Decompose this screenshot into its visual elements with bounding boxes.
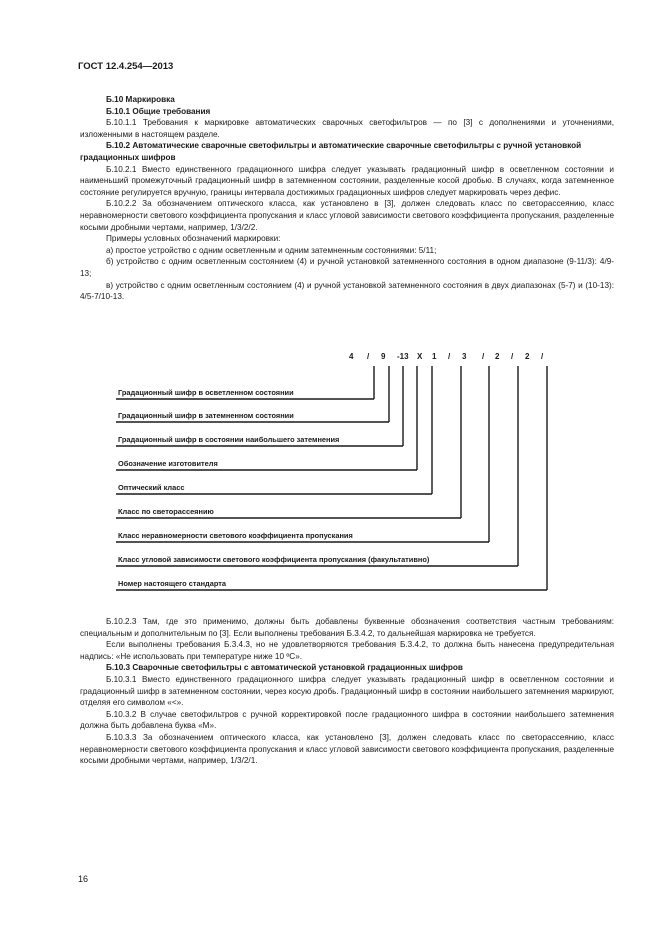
marking-code-char: 2 <box>525 352 530 361</box>
marking-label: Класс угловой зависимости светового коэффициента пропускания (факультативно) <box>118 555 430 564</box>
paragraph: Примеры условных обозначений маркировки: <box>106 234 281 244</box>
marking-code-row <box>349 352 544 361</box>
marking-label: Класс по светорассеянию <box>118 507 214 516</box>
marking-code-char: 2 <box>495 352 500 361</box>
section-top-text <box>80 94 614 303</box>
marking-label: Обозначение изготовителя <box>118 459 218 468</box>
marking-label-rows <box>116 366 547 590</box>
marking-code-char: / <box>541 352 544 361</box>
paragraph: Б.10.3.1 Вместо единственного градационного шифра следует указывать градационный шифр в осветленном состоянии и градационный шифр в затемненном состоянии, через косую дробь. Градационный шифр в состоянии наибольшего затемнения маркируют, отделяя его символом «<». <box>80 674 614 708</box>
marking-label: Градационный шифр в затемненном состоянии <box>118 411 294 420</box>
paragraph: Если выполнены требования Б.3.4.3, но не удовлетворяются требования Б.3.4.2, то должна быть нанесена предупредительная надпись: «Не использовать при температуре ниже 10 ºC». <box>80 640 614 661</box>
section-bottom-text <box>80 616 614 767</box>
marking-label: Градационный шифр в осветленном состоянии <box>118 388 294 397</box>
section-heading: Б.10.3 Сварочные светофильтры с автоматической установкой градационных шифров <box>106 663 463 673</box>
paragraph: а) простое устройство с одним осветленным и одним затемненным состояниями: 5/11; <box>106 245 437 255</box>
marking-code-char: / <box>367 352 370 361</box>
paragraph: в) устройство с одним осветленным состоянием (4) и ручной установкой затемненного состояния в двух диапазонах (5-7) и (10-13): 4/5-7/10-13. <box>80 280 614 302</box>
marking-label: Номер настоящего стандарта <box>118 579 226 588</box>
section-heading: Б.10.1 Общие требования <box>106 106 211 116</box>
marking-label: Оптический класс <box>118 483 185 492</box>
page-number: 16 <box>78 874 89 884</box>
section-heading: Б.10 Маркировка <box>106 95 175 104</box>
section-heading: Б.10.2 Автоматические сварочные светофильтры и автоматические сварочные светофильтры с ручной установкой градационных шифров <box>80 141 582 162</box>
marking-label: Класс неравномерности светового коэффициента пропускания <box>118 531 353 540</box>
marking-code-char: / <box>511 352 514 361</box>
paragraph: Б.10.2.1 Вместо единственного градационного шифра следует указывать градационный шифр в осветленном состоянии и наименьший промежуточный градационный шифр в затемненном состоянии, разделенные косой дробью. В случаях, когда затемненное состояние регулируется вручную, границы интервала достижимых градационных шифров следует маркировать через дефис. <box>80 164 614 197</box>
marking-code-char: 1 <box>432 352 437 361</box>
paragraph: Б.10.2.2 За обозначением оптического класса, как установлено в [3], должен следовать класс по светорассеянию, класс неравномерности светового коэффициента пропускания и класс угловой зависимости светового коэффициента пропускания, разделенные косыми дробными чертами, например, 1/3/2/2. <box>80 199 614 232</box>
marking-code-char: 9 <box>381 352 386 361</box>
paragraph: Б.10.1.1 Требования к маркировке автоматических сварочных светофильтров — по [3] с дополнениями и уточнениями, изложенными в настоящем разделе. <box>80 118 614 139</box>
paragraph: Б.10.2.3 Там, где это применимо, должны быть добавлены буквенные обозначения соответствия частным требованиям: специальным и дополнительным по [3]. Если выполнены требования Б.3.4.2, то дальнейшая маркировка не требуется. <box>80 617 614 638</box>
paragraph: б) устройство с одним осветленным состоянием (4) и ручной установкой затемненного состояния в одном диапазоне (9-11/3): 4/9-13; <box>80 257 614 278</box>
marking-code-char: 4 <box>349 352 354 361</box>
marking-code-char: -13 <box>397 352 409 361</box>
marking-code-char: 3 <box>462 352 467 361</box>
paragraph: Б.10.3.3 За обозначением оптического класса, как установлено [3], должен следовать класс по светорассеянию, класс неравномерности светового коэффициента пропускания и класс угловой зависимости светового коэффициента пропускания, разделенные косыми дробными чертами, например, 1/3/2/1. <box>80 732 614 766</box>
document-header: ГОСТ 12.4.254—2013 <box>78 61 174 72</box>
paragraph: Б.10.3.2 В случае светофильтров с ручной корректировкой после градационного шифра в состоянии наибольшего затемнения должна быть добавлена буква «М». <box>80 709 614 731</box>
marking-label: Градационный шифр в состоянии наибольшего затемнения <box>118 435 340 444</box>
marking-code-char: X <box>417 352 423 361</box>
marking-code-char: / <box>448 352 451 361</box>
marking-code-char: / <box>482 352 485 361</box>
